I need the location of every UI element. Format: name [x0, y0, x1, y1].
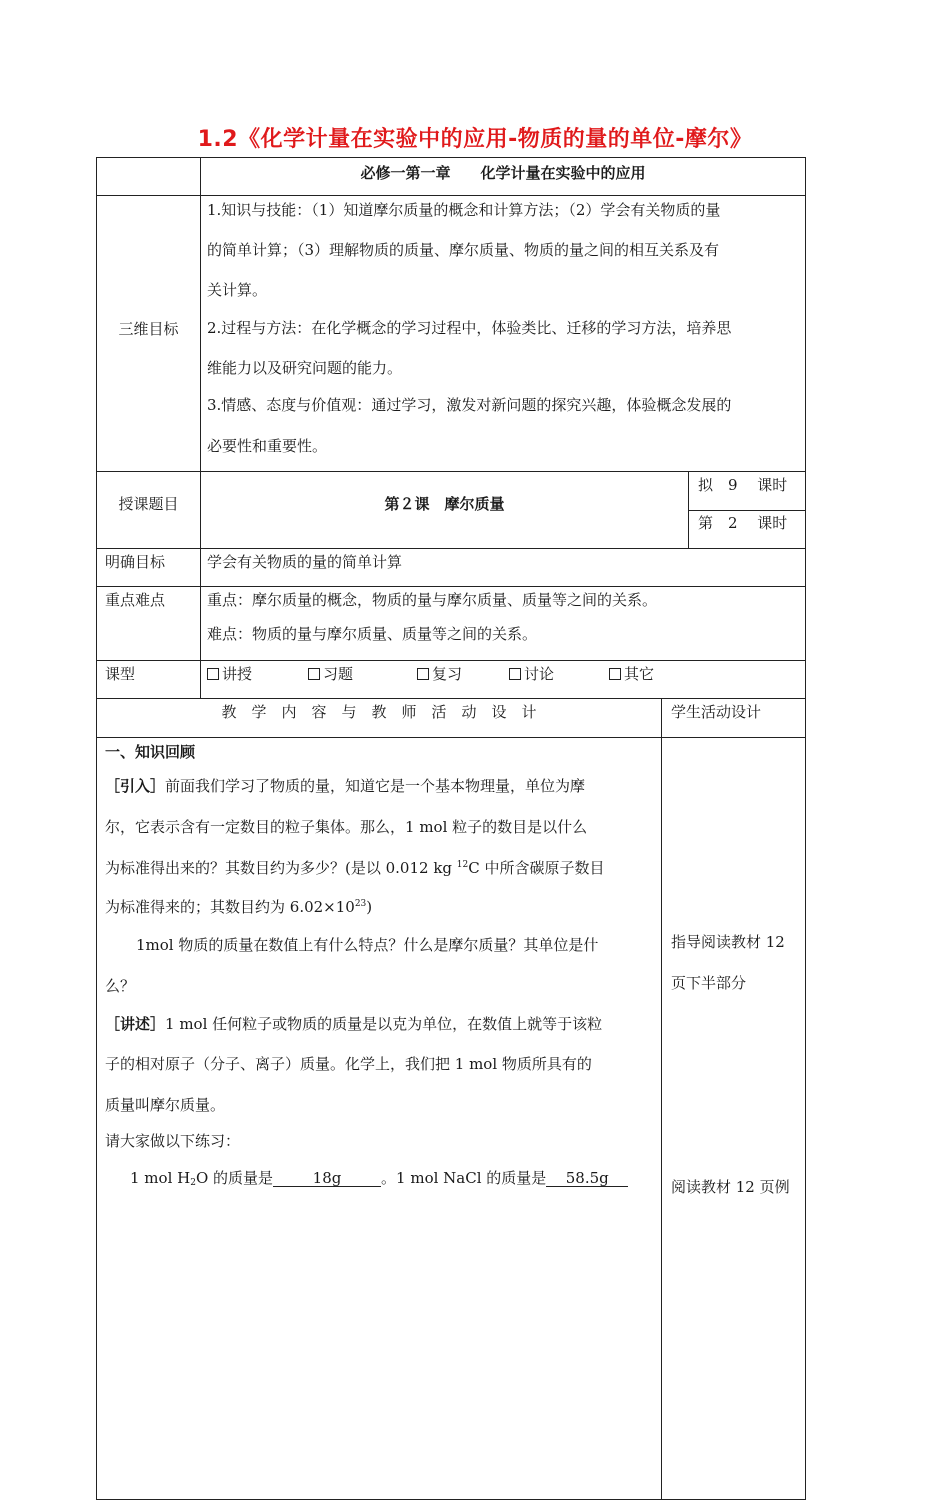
- focus-text: 重点：摩尔质量的概念，物质的量与摩尔质量、质量等之间的关系。: [207, 591, 658, 609]
- checkbox-icon[interactable]: [417, 668, 429, 680]
- difficulty-text: 难点：物质的量与摩尔质量、质量等之间的关系。: [207, 625, 538, 643]
- goals-line: 3.情感、态度与价值观：通过学习，激发对新问题的探究兴趣，体验概念发展的: [207, 396, 732, 414]
- lesson-type-options-cell: [200, 660, 806, 699]
- answer-blank: 18g: [273, 1171, 381, 1187]
- goals-line: 必要性和重要性。: [207, 437, 328, 455]
- student-activity-note: 指导阅读教材 12: [671, 933, 785, 951]
- header-left-cell: [96, 157, 201, 196]
- checkbox-icon[interactable]: [207, 668, 219, 680]
- exercise-prompt: 请大家做以下练习：: [105, 1132, 241, 1150]
- keypoints-label: 重点难点: [105, 591, 166, 609]
- goals-line: 2.过程与方法：在化学概念的学习过程中，体验类比、迁移的学习方法，培养思: [207, 319, 732, 337]
- goals-line: 的简单计算；（3）理解物质的质量、摩尔质量、物质的量之间的相互关系及有: [207, 241, 720, 259]
- chapter-header: 必修一第一章 化学计量在实验中的应用: [360, 164, 646, 182]
- intro-tag: ［引入］: [105, 777, 166, 795]
- intro-paragraph-line: 尔，它表示含有一定数目的粒子集体。那么，1 mol 粒子的数目是以什么: [105, 818, 588, 836]
- student-activity-note: 页下半部分: [671, 974, 747, 992]
- lecture-paragraph-line: ［讲述］1 mol 任何粒子或物质的质量是以克为单位，在数值上就等于该粒: [105, 1015, 603, 1033]
- objective-value: 学会有关物质的量的简单计算: [207, 553, 403, 571]
- lesson-type-option[interactable]: 讨论: [509, 667, 554, 682]
- topic-value: 第２课 摩尔质量: [384, 495, 505, 513]
- section-title: 一、知识回顾: [105, 743, 196, 761]
- content-body-left-cell: [96, 737, 662, 1500]
- question-line: 么？: [105, 977, 136, 995]
- student-activity-note: 阅读教材 12 页例: [671, 1178, 790, 1196]
- objective-label: 明确目标: [105, 553, 166, 571]
- checkbox-icon[interactable]: [609, 668, 621, 680]
- topic-label: 授课题目: [118, 495, 179, 513]
- lesson-type-option[interactable]: 其它: [609, 667, 654, 682]
- checkbox-icon[interactable]: [308, 668, 320, 680]
- exercise-line: 1 mol $H_2O$ 的质量是 18g 。1 mol NaCl 的质量是 58.5g: [130, 1171, 628, 1187]
- goals-line: 关计算。: [207, 281, 268, 299]
- checkbox-icon[interactable]: [509, 668, 521, 680]
- content-body-right-cell: [661, 737, 806, 1500]
- answer-blank: 58.5g: [546, 1171, 628, 1187]
- content-header-left: 教 学 内 容 与 教 师 活 动 设 计: [221, 703, 537, 721]
- question-line: 1mol 物质的质量在数值上有什么特点？什么是摩尔质量？其单位是什: [136, 936, 599, 954]
- goals-line: 维能力以及研究问题的能力。: [207, 359, 403, 377]
- lecture-paragraph-line: 质量叫摩尔质量。: [105, 1096, 226, 1114]
- intro-paragraph-line: ［引入］前面我们学习了物质的量，知道它是一个基本物理量，单位为摩: [105, 777, 586, 795]
- lesson-type-option[interactable]: 复习: [417, 667, 462, 682]
- goals-label: 三维目标: [118, 320, 179, 338]
- lesson-type-option[interactable]: 讲授: [207, 667, 252, 682]
- lesson-type-label: 课型: [105, 665, 136, 683]
- lesson-type-option[interactable]: 习题: [308, 667, 353, 682]
- document-title: 1.2《化学计量在实验中的应用-物质的量的单位-摩尔》: [197, 127, 753, 152]
- lecture-tag: ［讲述］: [105, 1015, 166, 1033]
- goals-line: 1.知识与技能：（1）知道摩尔质量的概念和计算方法；（2）学会有关物质的量: [207, 201, 721, 219]
- intro-paragraph-line: 为标准得出来的？其数目约为多少？(是以 0.012 kg $^{12}$C 中所含碳原子数目: [105, 859, 605, 877]
- current-period: 第 2 课时: [698, 514, 788, 532]
- planned-periods: 拟 9 课时: [698, 476, 788, 494]
- intro-paragraph-line: 为标准得来的；其数目约为 $6.02\times 10^{23}$): [105, 898, 373, 916]
- content-header-right: 学生活动设计: [671, 703, 762, 721]
- lecture-paragraph-line: 子的相对原子（分子、离子）质量。化学上，我们把 1 mol 物质所具有的: [105, 1055, 592, 1073]
